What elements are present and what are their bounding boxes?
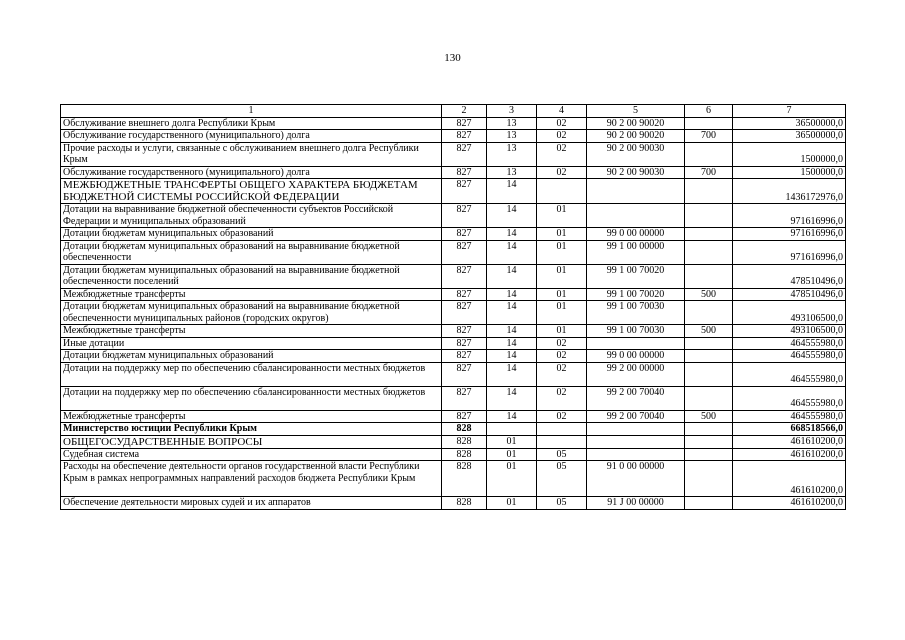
- cell-c2: 827: [442, 204, 487, 228]
- cell-c2: 828: [442, 497, 487, 510]
- column-header: 2: [442, 105, 487, 118]
- cell-c4: 01: [537, 204, 587, 228]
- cell-c2: 828: [442, 423, 487, 436]
- cell-c4: 01: [537, 301, 587, 325]
- cell-c4: 01: [537, 325, 587, 338]
- cell-c4: 05: [537, 461, 587, 497]
- cell-c4: 02: [537, 117, 587, 130]
- cell-c3: 14: [487, 179, 537, 204]
- cell-c4: 01: [537, 264, 587, 288]
- cell-c7: 464555980,0: [733, 410, 846, 423]
- table-row: [61, 337, 846, 350]
- cell-name: Дотации бюджетам муниципальных образований на выравнивание бюджетной обеспеченности муниципальных районов (городских округов): [61, 301, 442, 325]
- cell-name: Судебная система: [61, 448, 442, 461]
- cell-c5: [587, 435, 685, 448]
- cell-c6: [685, 142, 733, 166]
- cell-c7: 461610200,0: [733, 435, 846, 448]
- cell-c4: [537, 423, 587, 436]
- cell-c4: 02: [537, 142, 587, 166]
- table-row: [61, 362, 846, 386]
- cell-c6: [685, 448, 733, 461]
- cell-c3: 14: [487, 301, 537, 325]
- cell-c6: [685, 301, 733, 325]
- cell-c3: 14: [487, 386, 537, 410]
- page-number: 130: [444, 52, 461, 64]
- cell-c2: 828: [442, 435, 487, 448]
- cell-name: Иные дотации: [61, 337, 442, 350]
- table-row: [61, 204, 846, 228]
- cell-c3: 13: [487, 130, 537, 143]
- cell-c4: 02: [537, 350, 587, 363]
- column-header: 6: [685, 105, 733, 118]
- cell-name: Межбюджетные трансферты: [61, 288, 442, 301]
- cell-c3: 14: [487, 337, 537, 350]
- cell-c3: 14: [487, 362, 537, 386]
- table-row: [61, 142, 846, 166]
- cell-c4: [537, 179, 587, 204]
- cell-c7: 493106500,0: [733, 325, 846, 338]
- cell-c5: 90 2 00 90030: [587, 142, 685, 166]
- column-header: 1: [61, 105, 442, 118]
- cell-c7: 1500000,0: [733, 166, 846, 179]
- cell-c2: 827: [442, 117, 487, 130]
- table-row: [61, 410, 846, 423]
- cell-c6: [685, 264, 733, 288]
- cell-c6: [685, 350, 733, 363]
- cell-c3: 01: [487, 497, 537, 510]
- cell-c4: 02: [537, 410, 587, 423]
- cell-c5: 91 J 00 00000: [587, 497, 685, 510]
- cell-name: Межбюджетные трансферты: [61, 410, 442, 423]
- table-row: [61, 166, 846, 179]
- table-row: [61, 497, 846, 510]
- table-row: [61, 264, 846, 288]
- cell-c5: 99 1 00 70020: [587, 288, 685, 301]
- column-header: 5: [587, 105, 685, 118]
- cell-c2: 828: [442, 461, 487, 497]
- cell-c5: [587, 179, 685, 204]
- cell-c4: 02: [537, 130, 587, 143]
- cell-c6: 700: [685, 166, 733, 179]
- cell-c7: 464555980,0: [733, 337, 846, 350]
- cell-c2: 827: [442, 288, 487, 301]
- table-row: [61, 350, 846, 363]
- cell-name: Дотации на поддержку мер по обеспечению сбалансированности местных бюджетов: [61, 386, 442, 410]
- cell-c6: [685, 117, 733, 130]
- cell-c2: 827: [442, 142, 487, 166]
- cell-c3: 14: [487, 240, 537, 264]
- cell-c5: 99 1 00 00000: [587, 240, 685, 264]
- column-header: 4: [537, 105, 587, 118]
- cell-c7: 971616996,0: [733, 204, 846, 228]
- cell-c6: [685, 337, 733, 350]
- cell-c5: 99 2 00 70040: [587, 410, 685, 423]
- cell-c4: 05: [537, 448, 587, 461]
- cell-name: МЕЖБЮДЖЕТНЫЕ ТРАНСФЕРТЫ ОБЩЕГО ХАРАКТЕРА БЮДЖЕТАМ БЮДЖЕТНОЙ СИСТЕМЫ РОССИЙСКОЙ ФЕДЕРАЦИИ: [61, 179, 442, 204]
- cell-name: Дотации на поддержку мер по обеспечению сбалансированности местных бюджетов: [61, 362, 442, 386]
- cell-c7: 971616996,0: [733, 240, 846, 264]
- cell-name: Дотации бюджетам муниципальных образований: [61, 228, 442, 241]
- table-row: [61, 228, 846, 241]
- cell-c6: 500: [685, 325, 733, 338]
- cell-c3: 14: [487, 204, 537, 228]
- table-row: [61, 240, 846, 264]
- cell-c5: 99 0 00 00000: [587, 350, 685, 363]
- cell-name: Обслуживание внешнего долга Республики Крым: [61, 117, 442, 130]
- cell-c3: 14: [487, 350, 537, 363]
- cell-c7: 478510496,0: [733, 288, 846, 301]
- table-row: [61, 130, 846, 143]
- table-row: [61, 461, 846, 497]
- cell-c5: [587, 204, 685, 228]
- cell-c2: 827: [442, 337, 487, 350]
- cell-c2: 827: [442, 228, 487, 241]
- cell-c6: 500: [685, 410, 733, 423]
- cell-c2: 827: [442, 179, 487, 204]
- table-row: [61, 117, 846, 130]
- cell-c5: 99 1 00 70020: [587, 264, 685, 288]
- cell-c2: 827: [442, 264, 487, 288]
- cell-name: Обеспечение деятельности мировых судей и их аппаратов: [61, 497, 442, 510]
- cell-c3: 01: [487, 461, 537, 497]
- cell-c7: 1436172976,0: [733, 179, 846, 204]
- table-row: [61, 301, 846, 325]
- column-header: 7: [733, 105, 846, 118]
- table-row: [61, 288, 846, 301]
- cell-c6: [685, 204, 733, 228]
- budget-table: [60, 104, 846, 510]
- cell-c4: 02: [537, 362, 587, 386]
- cell-c7: 668518566,0: [733, 423, 846, 436]
- cell-c3: 14: [487, 288, 537, 301]
- table-row: [61, 448, 846, 461]
- cell-c6: 700: [685, 130, 733, 143]
- cell-c7: 493106500,0: [733, 301, 846, 325]
- cell-c7: 464555980,0: [733, 386, 846, 410]
- cell-c5: [587, 448, 685, 461]
- cell-c5: 99 2 00 70040: [587, 386, 685, 410]
- cell-c5: 90 2 00 90030: [587, 166, 685, 179]
- cell-c2: 827: [442, 350, 487, 363]
- cell-c6: [685, 362, 733, 386]
- cell-c3: 14: [487, 228, 537, 241]
- cell-c6: [685, 423, 733, 436]
- cell-c4: 05: [537, 497, 587, 510]
- cell-c2: 827: [442, 362, 487, 386]
- cell-c7: 36500000,0: [733, 130, 846, 143]
- cell-c2: 827: [442, 410, 487, 423]
- cell-c7: 1500000,0: [733, 142, 846, 166]
- cell-c6: [685, 179, 733, 204]
- cell-c7: 461610200,0: [733, 461, 846, 497]
- cell-c6: [685, 497, 733, 510]
- cell-c2: 827: [442, 240, 487, 264]
- cell-c5: 99 2 00 00000: [587, 362, 685, 386]
- cell-c3: 13: [487, 117, 537, 130]
- cell-c2: 827: [442, 386, 487, 410]
- cell-c4: [537, 435, 587, 448]
- cell-c3: 14: [487, 264, 537, 288]
- cell-c7: 36500000,0: [733, 117, 846, 130]
- cell-name: Дотации бюджетам муниципальных образований на выравнивание бюджетной обеспеченности поселений: [61, 264, 442, 288]
- cell-name: Межбюджетные трансферты: [61, 325, 442, 338]
- table-header-row: [61, 105, 846, 118]
- cell-name: Расходы на обеспечение деятельности органов государственной власти Республики Крым в рамках непрограммных направлений расходов бюджета Республики Крым: [61, 461, 442, 497]
- cell-name: Обслуживание государственного (муниципального) долга: [61, 166, 442, 179]
- cell-name: Прочие расходы и услуги, связанные с обслуживанием внешнего долга Республики Крым: [61, 142, 442, 166]
- cell-c2: 827: [442, 325, 487, 338]
- cell-c7: 464555980,0: [733, 362, 846, 386]
- cell-c7: 478510496,0: [733, 264, 846, 288]
- cell-name: Дотации бюджетам муниципальных образований: [61, 350, 442, 363]
- cell-c5: 91 0 00 00000: [587, 461, 685, 497]
- cell-c5: 99 0 00 00000: [587, 228, 685, 241]
- cell-c2: 827: [442, 130, 487, 143]
- cell-name: Дотации на выравнивание бюджетной обеспеченности субъектов Российской Федерации и муниципальных образований: [61, 204, 442, 228]
- cell-c5: [587, 337, 685, 350]
- cell-c7: 971616996,0: [733, 228, 846, 241]
- column-header: 3: [487, 105, 537, 118]
- cell-c6: [685, 228, 733, 241]
- cell-c3: [487, 423, 537, 436]
- cell-c6: [685, 461, 733, 497]
- cell-name: Обслуживание государственного (муниципального) долга: [61, 130, 442, 143]
- cell-c3: 14: [487, 325, 537, 338]
- cell-c5: 99 1 00 70030: [587, 325, 685, 338]
- cell-c7: 464555980,0: [733, 350, 846, 363]
- cell-c4: 02: [537, 337, 587, 350]
- cell-c4: 01: [537, 288, 587, 301]
- cell-c3: 01: [487, 435, 537, 448]
- cell-c2: 827: [442, 166, 487, 179]
- cell-c7: 461610200,0: [733, 497, 846, 510]
- cell-c6: [685, 240, 733, 264]
- table-row: [61, 179, 846, 204]
- cell-c6: [685, 386, 733, 410]
- cell-c5: [587, 423, 685, 436]
- cell-c5: 90 2 00 90020: [587, 117, 685, 130]
- cell-c4: 02: [537, 166, 587, 179]
- cell-c5: 99 1 00 70030: [587, 301, 685, 325]
- cell-c4: 02: [537, 386, 587, 410]
- cell-c6: 500: [685, 288, 733, 301]
- cell-c2: 828: [442, 448, 487, 461]
- table-row: [61, 386, 846, 410]
- table-row: [61, 325, 846, 338]
- table-row: [61, 435, 846, 448]
- cell-name: Министерство юстиции Республики Крым: [61, 423, 442, 436]
- cell-c3: 13: [487, 142, 537, 166]
- cell-c4: 01: [537, 228, 587, 241]
- cell-name: Дотации бюджетам муниципальных образований на выравнивание бюджетной обеспеченности: [61, 240, 442, 264]
- cell-name: ОБЩЕГОСУДАРСТВЕННЫЕ ВОПРОСЫ: [61, 435, 442, 448]
- cell-c6: [685, 435, 733, 448]
- cell-c3: 13: [487, 166, 537, 179]
- table-row: [61, 423, 846, 436]
- cell-c3: 01: [487, 448, 537, 461]
- cell-c4: 01: [537, 240, 587, 264]
- cell-c7: 461610200,0: [733, 448, 846, 461]
- cell-c3: 14: [487, 410, 537, 423]
- cell-c5: 90 2 00 90020: [587, 130, 685, 143]
- cell-c2: 827: [442, 301, 487, 325]
